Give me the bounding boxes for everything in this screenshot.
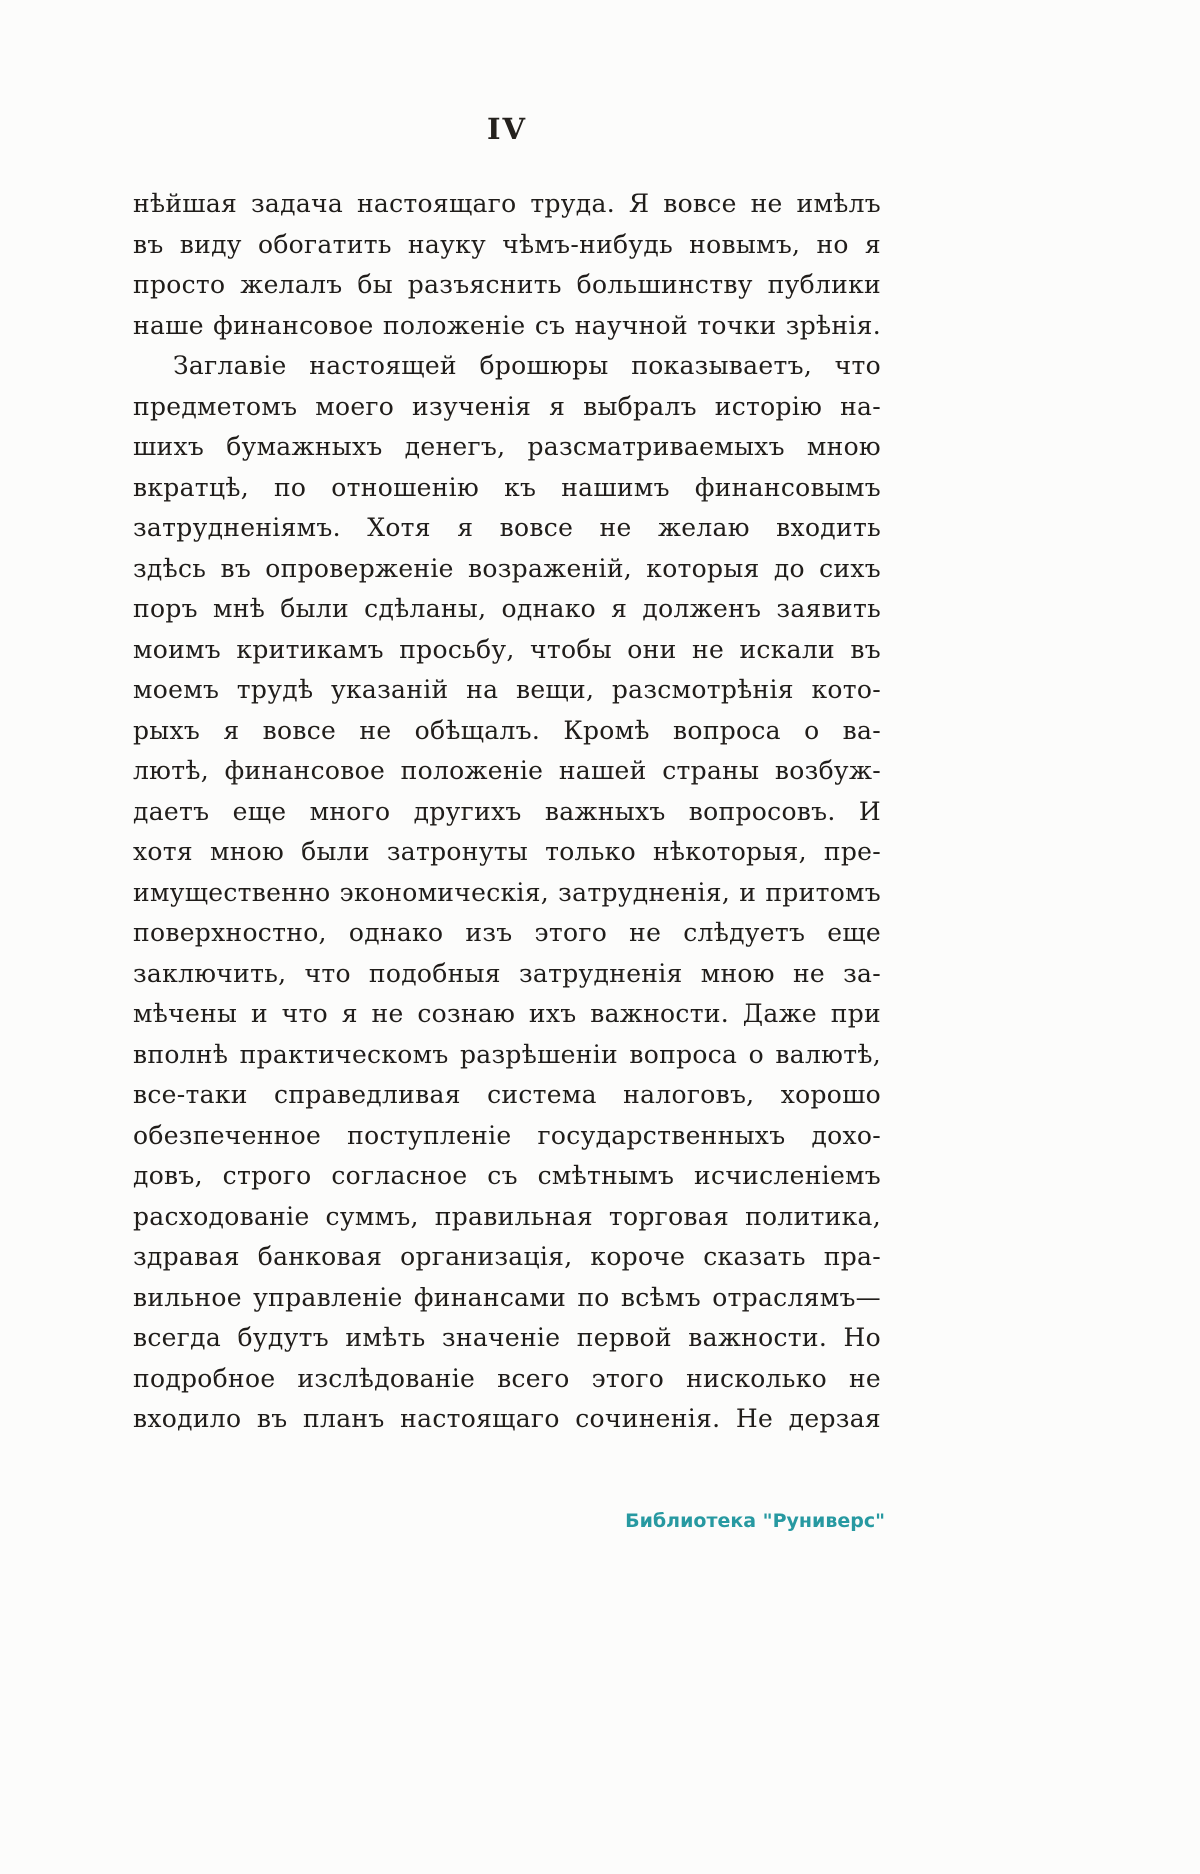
- text-line: въ виду обогатить науку чѣмъ-нибудь новымъ, но я: [133, 229, 881, 259]
- text-line: обезпеченное поступленіе государственныхъ дохо-: [133, 1120, 881, 1150]
- text-line: расходованіе суммъ, правильная торговая политика,: [133, 1201, 881, 1231]
- text-line: шихъ бумажныхъ денегъ, разсматриваемыхъ мною: [133, 432, 881, 461]
- text-line: моимъ критикамъ просьбу, чтобы они не искали въ: [133, 634, 881, 664]
- text-line: вполнѣ практическомъ разрѣшеніи вопроса о валютѣ,: [133, 1039, 881, 1069]
- text-line: затрудненіямъ. Хотя я вовсе не желаю входить: [133, 513, 881, 542]
- text-line: просто желалъ бы разъяснить большинству публики: [133, 270, 881, 299]
- text-line: рыхъ я вовсе не обѣщалъ. Кромѣ вопроса о ва-: [133, 715, 881, 745]
- text-line: вильное управленіе финансами по всѣмъ отраслямъ—: [133, 1282, 881, 1312]
- text-line: подробное изслѣдованіе всего этого нисколько не: [133, 1363, 881, 1393]
- page-text-block: [133, 184, 881, 1440]
- text-line: предметомъ моего изученія я выбралъ исторію на-: [133, 391, 881, 421]
- page-number: IV: [486, 112, 528, 146]
- library-watermark: Библиотека "Руниверс": [625, 1510, 885, 1532]
- text-line: все-таки справедливая система налоговъ, хорошо: [133, 1080, 881, 1109]
- text-line: входило въ планъ настоящаго сочиненія. Не дерзая: [133, 1404, 881, 1433]
- text-line: всегда будутъ имѣть значеніе первой важности. Но: [133, 1323, 881, 1352]
- text-line: поръ мнѣ были сдѣланы, однако я долженъ заявить: [133, 594, 881, 623]
- text-line: довъ, строго согласное съ смѣтнымъ исчисленіемъ: [133, 1161, 881, 1190]
- text-line: даетъ еще много другихъ важныхъ вопросовъ. И: [133, 796, 881, 826]
- text-line: вкратцѣ, по отношенію къ нашимъ финансовымъ: [133, 472, 881, 502]
- text-line: моемъ трудѣ указаній на вещи, разсмотрѣнія кото-: [133, 675, 881, 704]
- text-line: поверхностно, однако изъ этого не слѣдуетъ еще: [133, 918, 881, 947]
- text-line: здравая банковая организація, короче сказать пра-: [133, 1242, 881, 1271]
- text-line: здѣсь въ опроверженіе возраженій, которыя до сихъ: [133, 553, 881, 583]
- text-line: мѣчены и что я не сознаю ихъ важности. Даже при: [133, 999, 881, 1028]
- text-line: лютѣ, финансовое положеніе нашей страны возбуж-: [133, 756, 881, 785]
- text-line: Заглавіе настоящей брошюры показываетъ, что: [173, 351, 881, 380]
- text-line: хотя мною были затронуты только нѣкоторыя, пре-: [133, 837, 881, 866]
- text-line: нѣйшая задача настоящаго труда. Я вовсе не имѣлъ: [133, 189, 881, 218]
- text-line: наше финансовое положеніе съ научной точки зрѣнія.: [133, 310, 881, 340]
- text-line: заключить, что подобныя затрудненія мною не за-: [133, 958, 881, 988]
- text-line: имущественно экономическія, затрудненія, и притомъ: [133, 877, 881, 907]
